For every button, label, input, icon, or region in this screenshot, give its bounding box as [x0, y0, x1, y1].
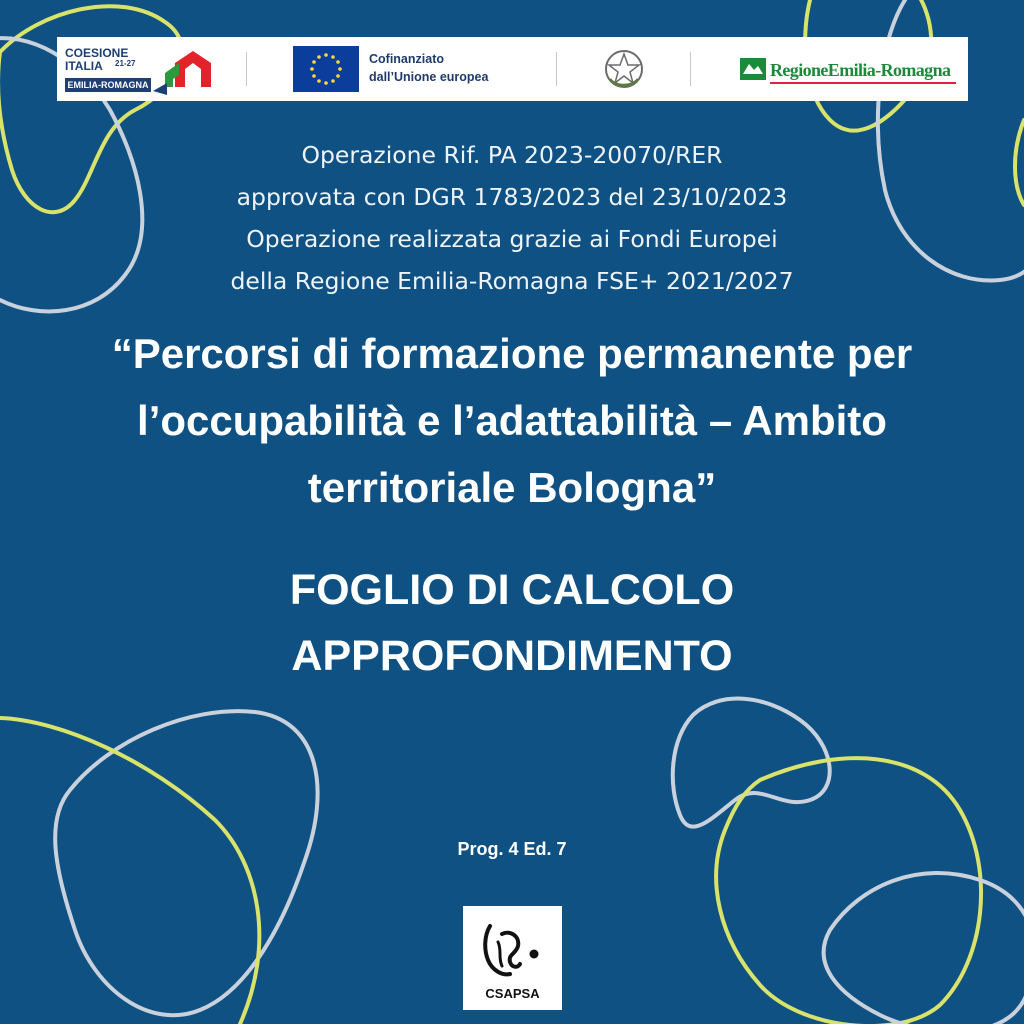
operation-line: della Regione Emilia-Romagna FSE+ 2021/2027: [230, 267, 794, 295]
blob-line-yellow-bottom-right: [716, 758, 981, 1024]
operation-line: approvata con DGR 1783/2023 del 23/10/2023: [236, 183, 788, 211]
csapsa-name: CSAPSA: [485, 986, 540, 1001]
regione-emilia-romagna-logo: [740, 55, 958, 85]
regione-underline: [770, 82, 956, 84]
blob-line-gray-bottom-left: [55, 711, 317, 1015]
funding-logos-banner: [57, 37, 968, 101]
csapsa-face-icon: [480, 920, 546, 982]
blob-line-yellow-bottom-left: [0, 718, 259, 1024]
csapsa-logo: [463, 906, 562, 1010]
coesione-line2: ITALIA: [65, 59, 103, 73]
regione-name: RegioneEmilia-Romagna: [770, 60, 951, 80]
eu-flag-icon: [293, 46, 359, 92]
logo-divider: [690, 52, 691, 86]
coesione-arrows-icon: [153, 47, 213, 95]
operation-line: Operazione realizzata grazie ai Fondi Europei: [246, 225, 778, 253]
coesione-line1: COESIONE: [65, 46, 129, 60]
logo-divider: [556, 52, 557, 86]
coesione-badge: EMILIA-ROMAGNA: [65, 78, 151, 92]
blob-line-gray-bottom-right-large: [824, 873, 1024, 1024]
program-edition: Prog. 4 Ed. 7: [457, 839, 567, 859]
operation-line: Operazione Rif. PA 2023-20070/RER: [301, 141, 723, 169]
course-title-line: l’occupabilità e l’adattabilità – Ambito: [137, 397, 887, 444]
course-title-line: territoriale Bologna”: [307, 464, 717, 511]
document-type-line: APPROFONDIMENTO: [291, 632, 733, 680]
regione-flag-icon: [740, 58, 766, 80]
eu-cofinanced-logo: [293, 46, 523, 92]
logo-divider: [246, 52, 247, 86]
course-title-line: “Percorsi di formazione permanente per: [111, 330, 913, 377]
italian-republic-emblem-icon: [602, 47, 646, 91]
eu-text-line2: dall’Unione europea: [369, 70, 489, 84]
coesione-italia-logo: [65, 45, 215, 95]
document-type-line: FOGLIO DI CALCOLO: [289, 566, 735, 614]
eu-text-line1: Cofinanziato: [369, 52, 444, 66]
coesione-years: 21-27: [115, 59, 136, 68]
